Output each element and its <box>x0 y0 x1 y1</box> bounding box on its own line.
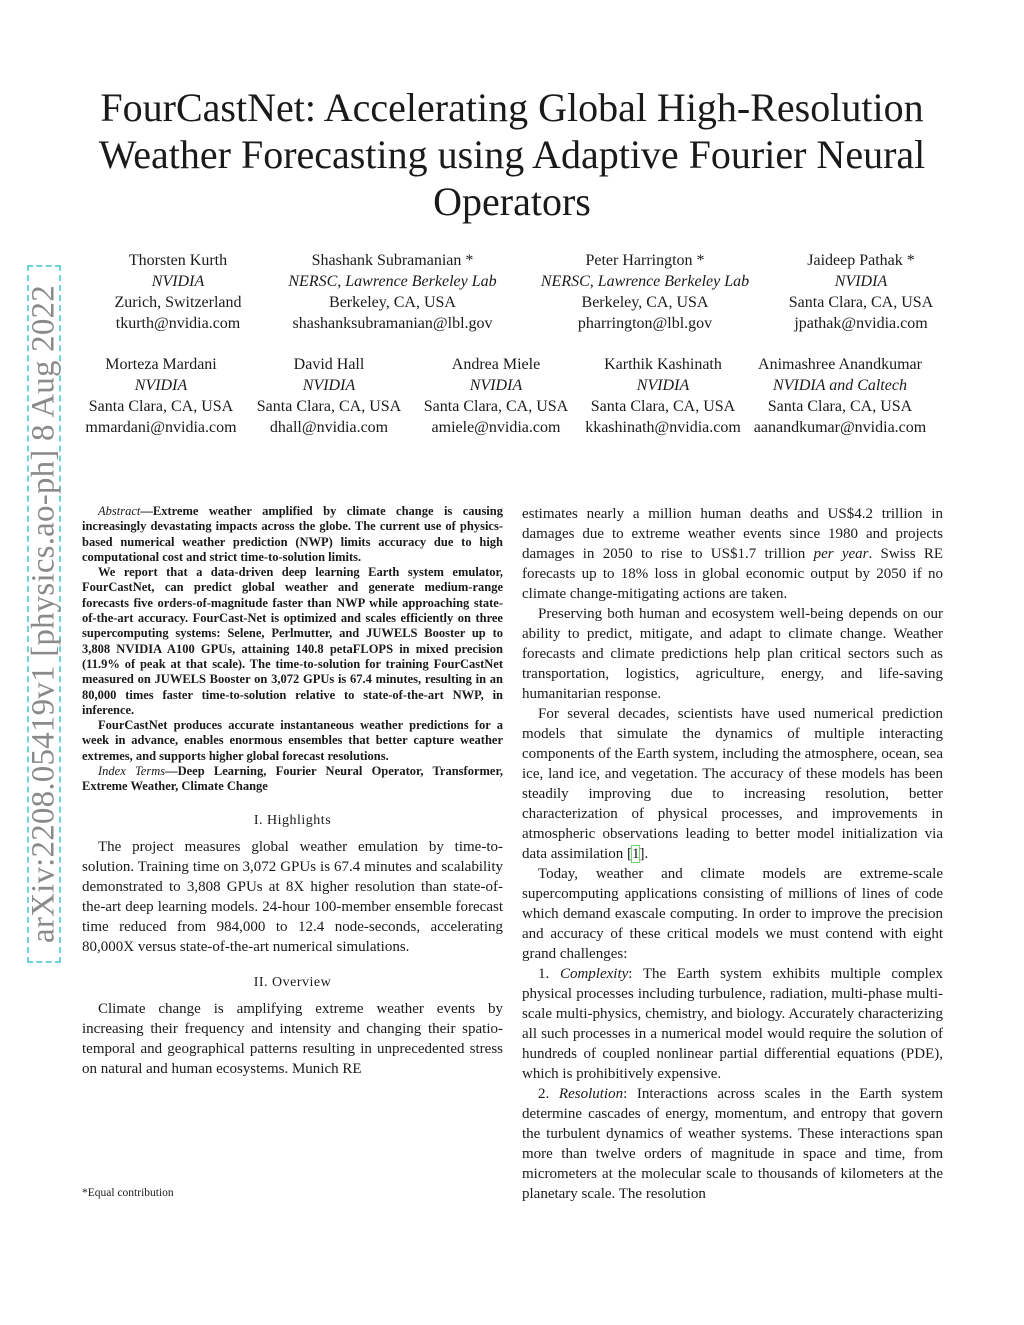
author-affiliation: NVIDIA and Caltech <box>773 377 907 394</box>
author-location: Santa Clara, CA, USA <box>590 398 736 415</box>
emphasis: per year <box>813 546 869 562</box>
author-affiliation: NVIDIA <box>134 377 188 394</box>
left-column <box>82 504 503 1079</box>
author-name: David Hall <box>293 356 365 373</box>
index-terms <box>82 764 503 795</box>
author-location: Zurich, Switzerland <box>114 294 242 311</box>
author-name: Andrea Miele <box>451 356 541 373</box>
author-email: aanandkumar@nvidia.com <box>753 419 927 436</box>
abstract-paragraph: FourCastNet produces accurate instantaneous weather predictions for a week in advance, enables enormous ensembles that better capture weather extremes, and supports higher global forecast resolutions. <box>82 718 503 763</box>
author-email: jpathak@nvidia.com <box>794 315 928 332</box>
author-affiliation: NVIDIA <box>151 273 205 290</box>
text-run: : The Earth system exhibits multiple complex physical processes including turbulence, radiation, multi-phase multi-scale multi-physics, chemistry, and biology. Accurately characterizing all such processes in a numerical model would require the solution of hundreds of coupled nonlinear partial differential equations (PDE), which is prohibitively expensive. <box>522 966 943 1082</box>
author-name: Animashree Anandkumar <box>758 356 922 373</box>
author-affiliation: NVIDIA <box>469 377 523 394</box>
author-email: amiele@nvidia.com <box>431 419 561 436</box>
author-location: Santa Clara, CA, USA <box>767 398 913 415</box>
right-column <box>522 504 943 1204</box>
author-email: kkashinath@nvidia.com <box>585 419 741 436</box>
author-location: Santa Clara, CA, USA <box>423 398 569 415</box>
author-email: mmardani@nvidia.com <box>85 419 237 436</box>
section-heading-overview: II. Overview <box>253 974 332 990</box>
body-paragraph: The project measures global weather emulation by time-to-solution. Training time on 3,072 GPUs is 67.4 minutes and scalability demonstrated to 3,808 GPUs at 8X higher resolution than state-of-the-art deep learning models. 24-hour 100-member ensemble forecast time reduced from 984,000 to 12.4 node-seconds, accelerating 80,000X versus state-of-the-art numerical simulations. <box>82 838 503 955</box>
author-affiliation: NERSC, Lawrence Berkeley Lab <box>288 273 497 290</box>
body-paragraph <box>522 704 943 864</box>
author-affiliation: NVIDIA <box>834 273 888 290</box>
body-paragraph: Preserving both human and ecosystem well-being depends on our ability to predict, mitigate, and adapt to climate change. Weather forecasts and climate predictions help plan critical sectors such as transportation, logistics, agriculture, energy, and life-saving humanitarian response. <box>522 606 943 702</box>
author-block <box>246 354 412 438</box>
author-location: Santa Clara, CA, USA <box>88 398 234 415</box>
author-email: tkurth@nvidia.com <box>115 315 241 332</box>
author-name: Thorsten Kurth <box>128 252 228 269</box>
list-number: 2. <box>538 1086 559 1102</box>
author-location: Santa Clara, CA, USA <box>788 294 934 311</box>
body-paragraph: Climate change is amplifying extreme weather events by increasing their frequency and intensity and changing their spatio-temporal and geographical patterns resulting in unprecedented stress on natural and human ecosystems. Munich RE <box>82 1000 503 1077</box>
abstract-label: Abstract <box>98 504 141 518</box>
author-block <box>776 250 946 334</box>
author-block <box>413 354 579 438</box>
author-email: pharrington@lbl.gov <box>577 315 713 332</box>
author-name: Jaideep Pathak * <box>807 252 915 269</box>
author-name: Peter Harrington * <box>585 252 705 269</box>
paper-title: FourCastNet: Accelerating Global High-Resolution Weather Forecasting using Adaptive Fourier Neural Operators <box>98 85 926 224</box>
emphasis: Resolution <box>558 1086 624 1102</box>
arxiv-stamp[interactable] <box>27 265 65 965</box>
text-run: : Interactions across scales in the Earth system determine cascades of energy, momentum, and entropy that govern the turbulent dynamics of weather systems. These interactions span more than twelve orders of magnitude in space and time, from micrometers at the molecular scale to thousands of kilometers at the planetary scale. The resolution <box>522 1086 944 1202</box>
index-terms-text: —Deep Learning, Fourier Neural Operator, Transformer, Extreme Weather, Climate Change <box>82 764 503 794</box>
author-affiliation: NERSC, Lawrence Berkeley Lab <box>540 273 750 290</box>
citation-link[interactable]: 1 <box>631 846 640 862</box>
author-block <box>748 354 932 438</box>
author-name: Karthik Kashinath <box>604 356 722 373</box>
author-affiliation: NVIDIA <box>636 377 690 394</box>
text-run: . Swiss RE forecasts up to 18% loss in global economic output by 2050 if no climate change-mitigating actions are taken. <box>522 546 943 602</box>
abstract <box>82 504 503 795</box>
author-block <box>275 250 510 334</box>
section-heading-highlights: I. Highlights <box>253 812 332 828</box>
text-run: estimates nearly a million human deaths and US$4.2 trillion in damages due to extreme weather events since 1980 and projects damages in 2050 to rise to US$1.7 trillion <box>522 506 943 562</box>
text-run: ]. <box>639 846 649 862</box>
author-location: Santa Clara, CA, USA <box>256 398 402 415</box>
abstract-paragraph: We report that a data-driven deep learning Earth system emulator, FourCastNet, can predict global weather and generate medium-range forecasts five orders-of-magnitude faster than NWP while approaching state-of-the-art accuracy. FourCast-Net is optimized and scales efficiently on three supercomputing systems: Selene, Perlmutter, and JUWELS Booster up to 3,808 NVIDIA A100 GPUs, attaining 140.8 petaFLOPS in mixed precision (11.9% of peak at that scale). The time-to-solution for training FourCastNet measured on JUWELS Booster on 3,072 GPUs is 67.4 minutes, resulting in an 80,000 times faster time-to-solution relative to state-of-the-art NWP, in inference. <box>82 565 503 717</box>
abstract-text: —Extreme weather amplified by climate change is causing increasingly devastating impacts across the globe. The current use of physics-based numerical weather prediction (NWP) limits accuracy due to high computational cost and strict time-to-solution limits. <box>82 504 503 564</box>
author-block <box>580 354 746 438</box>
text-run: For several decades, scientists have used numerical prediction models that simulate the dynamics of multiple interacting components of the Earth system, including the atmosphere, ocean, sea ice, land ice, and vegetation. The accuracy of these models has been steadily improving due to increasing resolution, better characterization of physical processes, and improvements in atmospheric observations leading to better model initialization via data assimilation [ <box>522 706 943 862</box>
author-block <box>530 250 760 334</box>
list-number: 1. <box>538 966 560 982</box>
body-paragraph: Today, weather and climate models are extreme-scale supercomputing applications consisting of millions of lines of code which demand exascale computing. In order to improve the precision and accuracy of these critical models we must contend with eight grand challenges: <box>522 866 943 962</box>
author-affiliation: NVIDIA <box>302 377 356 394</box>
author-name: Shashank Subramanian * <box>311 252 474 269</box>
author-block <box>78 354 244 438</box>
author-location: Berkeley, CA, USA <box>329 294 456 311</box>
author-email: shashanksubramanian@lbl.gov <box>292 315 493 332</box>
footnote-equal-contribution: *Equal contribution <box>82 1187 174 1199</box>
challenge-complexity <box>522 964 943 1084</box>
body-paragraph <box>522 504 943 604</box>
abstract-paragraph <box>82 504 503 565</box>
author-block <box>98 250 258 334</box>
arxiv-identifier[interactable]: arXiv:2208.05419v1 [physics.ao-ph] 8 Aug 2022 <box>25 285 62 943</box>
author-name: Morteza Mardani <box>105 356 217 373</box>
challenge-resolution <box>522 1084 943 1204</box>
emphasis: Complexity <box>559 966 629 982</box>
author-email: dhall@nvidia.com <box>269 419 389 436</box>
index-terms-label: Index Terms <box>98 764 166 779</box>
author-location: Berkeley, CA, USA <box>581 294 709 311</box>
